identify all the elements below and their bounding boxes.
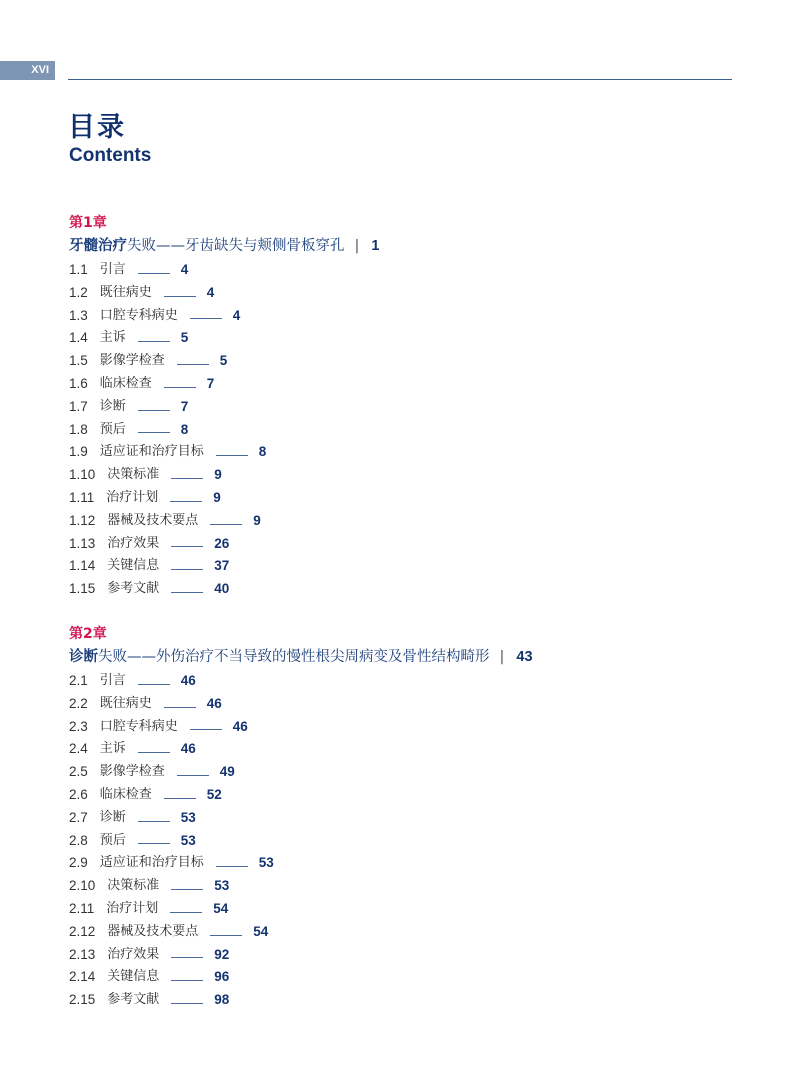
entry-number: 2.7 (69, 809, 88, 825)
entry-page-number: 8 (180, 421, 189, 437)
toc-entry[interactable] (69, 441, 749, 464)
entry-page-number: 49 (219, 764, 235, 780)
entry-number: 1.15 (69, 581, 96, 597)
entry-page-number: 53 (180, 809, 196, 825)
entry-page-number: 37 (214, 558, 230, 574)
entry-title: 治疗效果 (107, 946, 160, 962)
entry-leader-line (171, 889, 203, 890)
entry-number: 1.14 (69, 558, 96, 574)
entry-leader-line (164, 387, 196, 388)
entry-leader-line (171, 980, 203, 981)
entry-page-number: 4 (206, 284, 215, 300)
entry-page-number: 5 (219, 353, 228, 369)
entry-page-number: 92 (214, 946, 230, 962)
toc-entry[interactable] (69, 921, 749, 944)
entry-leader-line (190, 729, 222, 730)
toc-entry[interactable] (69, 533, 749, 556)
toc-entry[interactable] (69, 693, 749, 716)
toc-entry[interactable] (69, 944, 749, 967)
entry-title: 主诉 (99, 741, 126, 757)
entry-number: 2.6 (69, 786, 88, 802)
entry-page-number: 46 (180, 741, 196, 757)
entry-number: 1.4 (69, 330, 88, 346)
entry-leader-line (210, 524, 242, 525)
toc-entry[interactable] (69, 282, 749, 305)
entry-page-number: 98 (214, 992, 230, 1008)
entry-leader-line (138, 843, 170, 844)
entry-leader-line (216, 866, 248, 867)
chapter-title[interactable] (69, 645, 749, 670)
entry-number: 2.10 (69, 878, 96, 894)
entry-leader-line (177, 775, 209, 776)
entry-page-number: 46 (180, 673, 196, 688)
toc-entry[interactable] (69, 464, 749, 487)
entry-page-number: 53 (180, 832, 196, 848)
chapter-page-number: 43 (516, 649, 533, 665)
chapter-title-text: 失败——外伤治疗不当导致的慢性根尖周病变及骨性结构畸形 (98, 649, 490, 665)
toc-entry[interactable] (69, 989, 749, 1012)
entry-page-number: 7 (206, 375, 215, 391)
entry-page-number: 54 (253, 923, 269, 939)
entry-title: 诊断 (99, 809, 126, 825)
page-number-tab: XVI (0, 61, 55, 80)
entry-number: 2.1 (69, 673, 88, 688)
toc-entry[interactable] (69, 784, 749, 807)
toc-entry[interactable] (69, 396, 749, 419)
chapter-title-keyword: 诊断 (69, 649, 98, 665)
entry-page-number: 96 (214, 969, 230, 985)
entry-leader-line (171, 957, 203, 958)
entry-number: 1.10 (69, 467, 96, 483)
entry-title: 关键信息 (107, 969, 160, 985)
entry-page-number: 53 (214, 878, 230, 894)
entry-number: 1.8 (69, 421, 88, 437)
entry-leader-line (138, 273, 170, 274)
entry-number: 1.12 (69, 512, 96, 528)
entry-leader-line (171, 478, 203, 479)
chapter-2 (69, 623, 749, 1012)
entry-title: 器械及技术要点 (107, 923, 199, 939)
entry-leader-line (171, 546, 203, 547)
entry-page-number: 9 (213, 489, 221, 505)
entry-number: 1.1 (69, 262, 88, 277)
entry-leader-line (177, 364, 209, 365)
entry-leader-line (171, 569, 203, 570)
entry-number: 2.5 (69, 764, 88, 780)
entry-number: 1.2 (69, 284, 88, 300)
entry-leader-line (138, 684, 170, 685)
toc-entry[interactable] (69, 259, 749, 282)
chapter-title[interactable] (69, 234, 749, 259)
entry-title: 决策标准 (107, 878, 160, 894)
toc-entry[interactable] (69, 830, 749, 853)
entry-leader-line (138, 341, 170, 342)
entry-title: 口腔专科病史 (99, 718, 178, 734)
entry-title: 适应证和治疗目标 (99, 855, 204, 871)
entry-page-number: 9 (253, 512, 261, 528)
entry-number: 1.11 (69, 489, 95, 505)
entry-number: 1.7 (69, 398, 88, 414)
entry-page-number: 8 (258, 444, 267, 460)
entry-leader-line (138, 752, 170, 753)
chapter-title-keyword: 牙髓治疗 (69, 238, 127, 254)
header-rule (68, 79, 732, 80)
toc-entry-list (69, 670, 749, 1012)
toc-entry[interactable] (69, 716, 749, 739)
toc-entry[interactable] (69, 578, 749, 601)
entry-number: 2.3 (69, 718, 88, 734)
entry-page-number: 4 (180, 262, 189, 277)
toc-entry[interactable] (69, 898, 749, 921)
entry-leader-line (170, 501, 202, 502)
entry-number: 1.9 (69, 444, 88, 460)
entry-number: 2.15 (69, 992, 96, 1008)
entry-title: 预后 (99, 832, 126, 848)
toc-entry[interactable] (69, 670, 749, 693)
entry-number: 1.13 (69, 535, 96, 551)
entry-page-number: 54 (213, 900, 229, 916)
entry-page-number: 52 (206, 786, 222, 802)
toc-entry[interactable] (69, 807, 749, 830)
chapter-1 (69, 212, 749, 601)
chapter-title-text: 失败——牙齿缺失与颊侧骨板穿孔 (127, 238, 345, 254)
toc-entry[interactable] (69, 761, 749, 784)
entry-number: 2.13 (69, 946, 96, 962)
toc-entry[interactable] (69, 327, 749, 350)
entry-title: 既往病史 (99, 284, 152, 300)
entry-leader-line (171, 592, 203, 593)
entry-leader-line (138, 410, 170, 411)
entry-title: 决策标准 (107, 467, 160, 483)
entry-number: 2.11 (69, 900, 95, 916)
entry-title: 影像学检查 (99, 353, 165, 369)
entry-title: 诊断 (99, 398, 126, 414)
entry-number: 1.6 (69, 375, 88, 391)
toc-entry[interactable] (69, 350, 749, 373)
toc-entry[interactable] (69, 875, 749, 898)
entry-title: 影像学检查 (99, 764, 165, 780)
toc-entry[interactable] (69, 555, 749, 578)
entry-title: 治疗计划 (106, 900, 159, 916)
entry-number: 1.5 (69, 353, 88, 369)
toc-entry[interactable] (69, 487, 749, 510)
entry-leader-line (170, 912, 202, 913)
toc-entry[interactable] (69, 966, 749, 989)
chapter-title-separator: | (354, 238, 360, 254)
entry-number: 2.12 (69, 923, 96, 939)
entry-leader-line (216, 455, 248, 456)
entry-title: 主诉 (99, 330, 126, 346)
entry-title: 临床检查 (99, 375, 152, 391)
entry-number: 2.8 (69, 832, 88, 848)
entry-title: 治疗效果 (107, 535, 160, 551)
entry-page-number: 40 (214, 581, 230, 597)
toc-entry-list (69, 259, 749, 601)
entry-title: 适应证和治疗目标 (99, 444, 204, 460)
entry-title: 器械及技术要点 (107, 512, 199, 528)
chapter-number: 第2章 (69, 626, 107, 642)
entry-title: 口腔专科病史 (99, 307, 178, 323)
entry-title: 参考文献 (107, 581, 160, 597)
chapter-title-separator: | (499, 649, 505, 665)
entry-leader-line (190, 318, 222, 319)
entry-title: 关键信息 (107, 558, 160, 574)
entry-title: 治疗计划 (106, 489, 159, 505)
chapter-number: 第1章 (69, 215, 107, 231)
entry-leader-line (138, 821, 170, 822)
entry-page-number: 9 (214, 467, 222, 483)
page-title: 目录 (68, 112, 126, 143)
entry-leader-line (164, 296, 196, 297)
toc-entry[interactable] (69, 852, 749, 875)
toc-entry[interactable] (69, 419, 749, 442)
toc-entry[interactable] (69, 305, 749, 328)
entry-leader-line (164, 798, 196, 799)
entry-page-number: 46 (232, 718, 248, 734)
entry-title: 临床检查 (99, 786, 152, 802)
entry-number: 2.9 (69, 855, 88, 871)
chapter-page-number: 1 (371, 238, 380, 254)
toc-entry[interactable] (69, 373, 749, 396)
entry-leader-line (171, 1003, 203, 1004)
entry-leader-line (138, 432, 170, 433)
entry-number: 2.2 (69, 695, 88, 711)
entry-number: 2.14 (69, 969, 96, 985)
entry-leader-line (210, 935, 242, 936)
entry-title: 既往病史 (99, 695, 152, 711)
entry-number: 1.3 (69, 307, 88, 323)
entry-title: 引言 (99, 673, 126, 688)
page-subtitle: Contents (69, 145, 152, 166)
entry-number: 2.4 (69, 741, 88, 757)
entry-title: 预后 (99, 421, 126, 437)
entry-leader-line (164, 707, 196, 708)
toc-entry[interactable] (69, 738, 749, 761)
entry-page-number: 53 (258, 855, 274, 871)
toc-entry[interactable] (69, 510, 749, 533)
entry-title: 参考文献 (107, 992, 160, 1008)
entry-page-number: 26 (214, 535, 230, 551)
entry-page-number: 46 (206, 695, 222, 711)
entry-page-number: 7 (180, 398, 189, 414)
entry-page-number: 4 (232, 307, 241, 323)
entry-title: 引言 (99, 262, 126, 277)
entry-page-number: 5 (180, 330, 189, 346)
